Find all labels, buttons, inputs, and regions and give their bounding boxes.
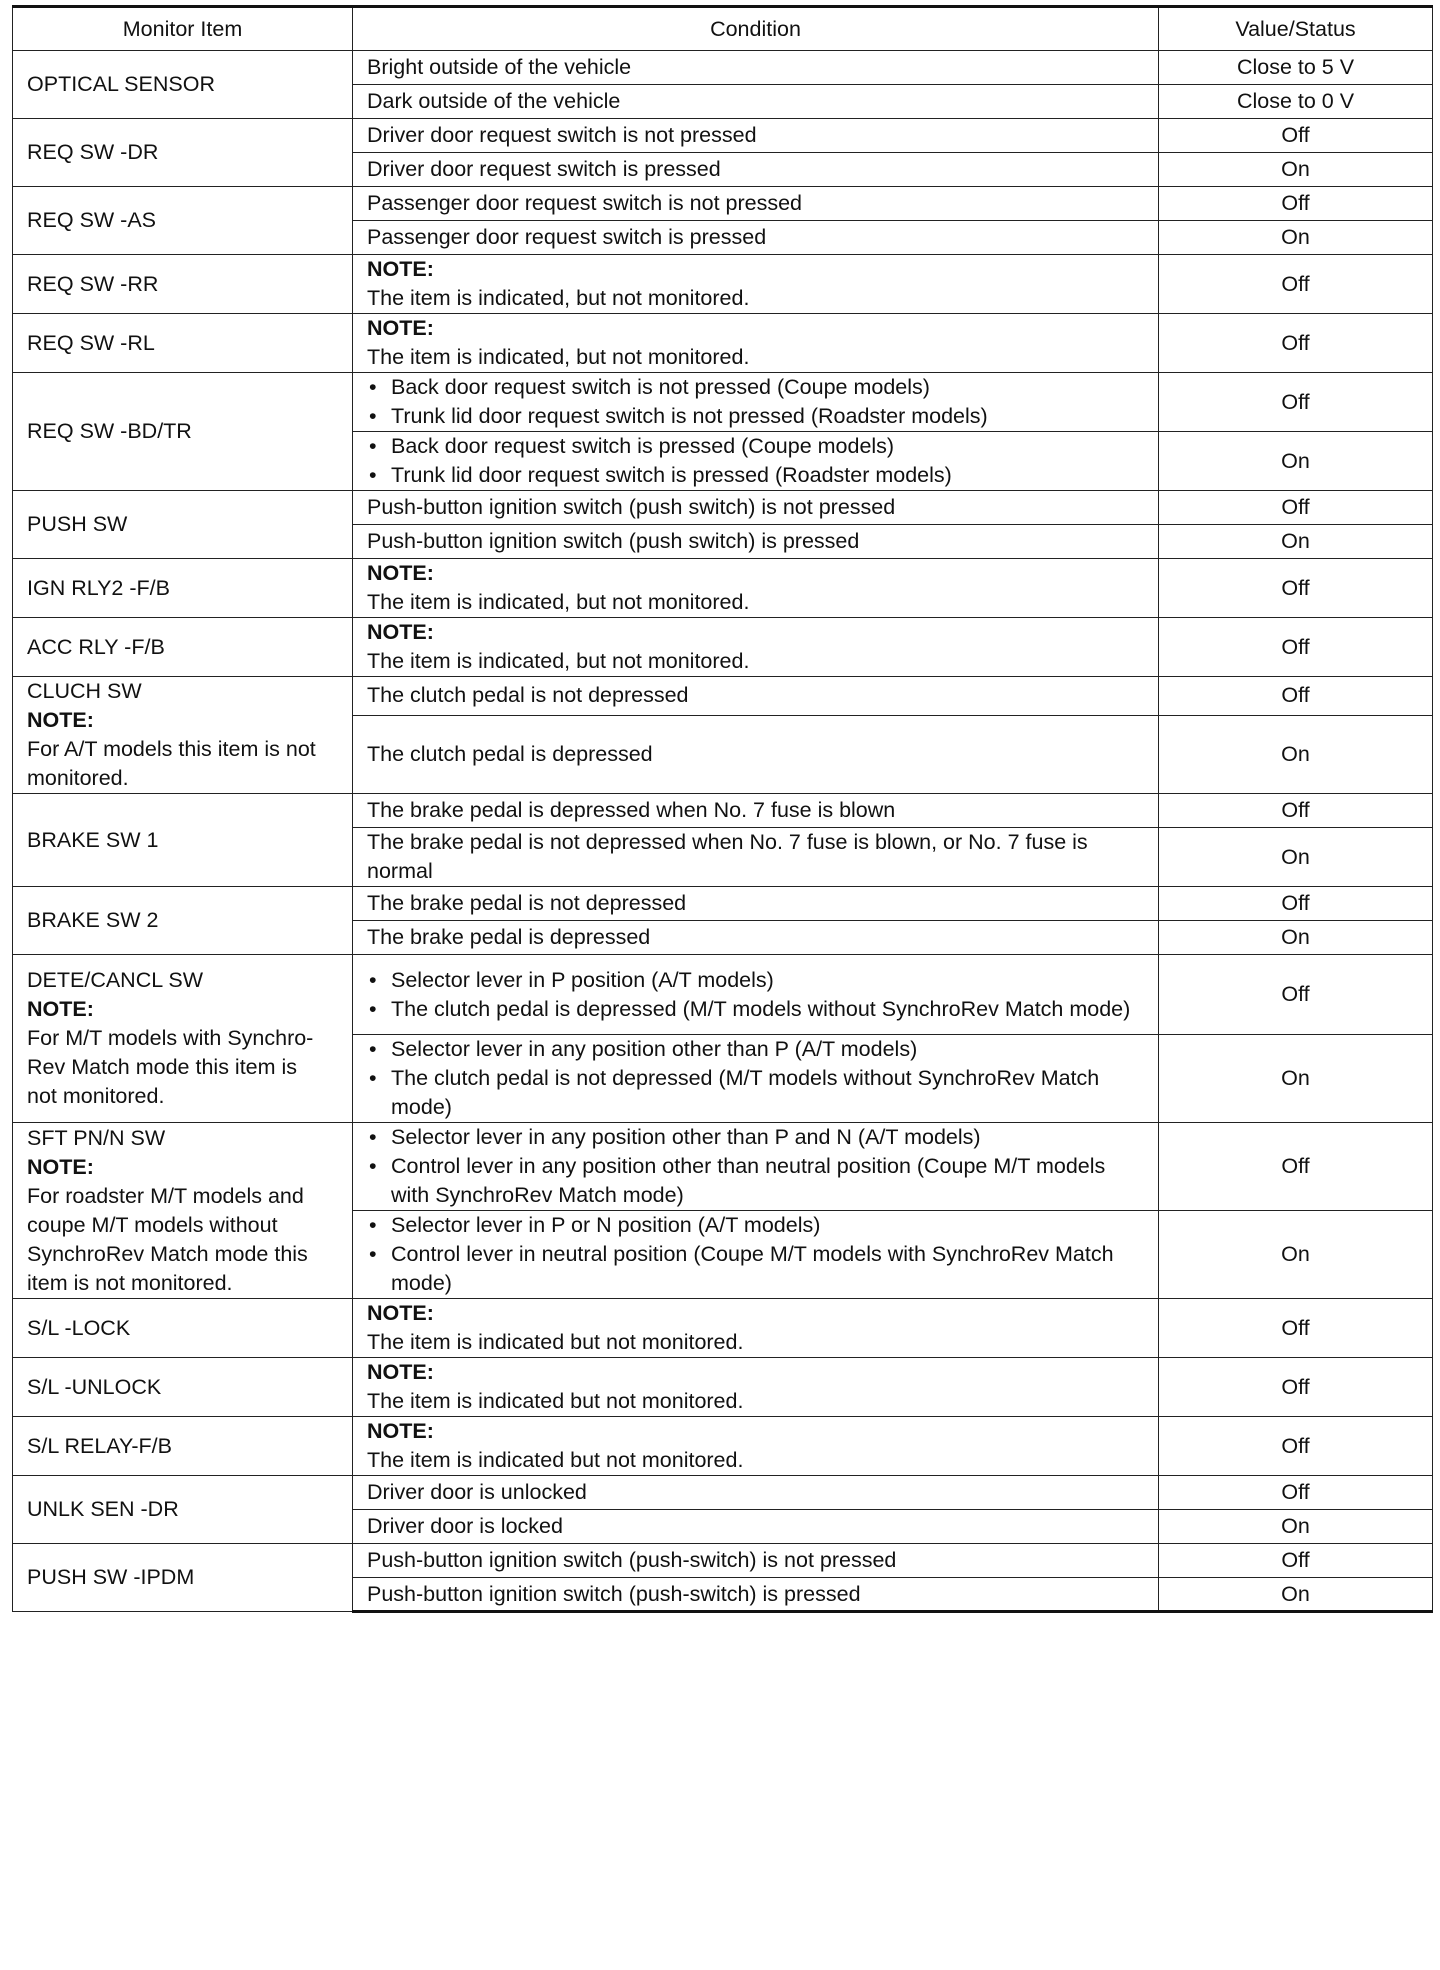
monitor-item-name: REQ SW -DR [27,140,159,164]
monitor-item-name: REQ SW -RR [27,271,159,296]
condition-cell [353,432,1159,491]
condition-cell [353,955,1159,1035]
condition-bullet-list [367,966,1144,1024]
condition-cell: Bright outside of the vehicle [353,51,1159,85]
value-status-cell: On [1159,525,1433,559]
condition-bullet-item: • Selector lever in P position (A/T models) [367,966,1144,995]
monitor-item-name: UNLK SEN -DR [27,1497,179,1521]
note-label: NOTE: [367,1360,434,1384]
value-status-cell: On [1159,432,1433,491]
table-row [13,955,1433,1035]
condition-cell: Dark outside of the vehicle [353,85,1159,119]
value-status-cell: Off [1159,491,1433,525]
condition-cell: The brake pedal is depressed when No. 7 fuse is blown [353,794,1159,828]
value-status-cell: Off [1159,677,1433,716]
condition-cell [353,1211,1159,1299]
condition-bullet-item: • Back door request switch is not pressed (Coupe models) [367,373,1144,402]
value-status-cell: Off [1159,314,1433,373]
header-condition: Condition [353,7,1159,51]
table-row [13,1358,1433,1417]
monitor-item-note-line: For A/T models this item is not [27,737,316,761]
condition-cell: Push-button ignition switch (push switch) is pressed [353,525,1159,559]
header-row [13,7,1433,51]
monitor-item-cell [13,1476,353,1544]
table-row [13,51,1433,85]
note-text: The item is indicated, but not monitored. [367,286,750,310]
table-row [13,887,1433,921]
value-status-cell: On [1159,153,1433,187]
monitor-item-name: S/L -LOCK [27,1315,131,1340]
value-status-cell: Close to 0 V [1159,85,1433,119]
value-status-cell: Off [1159,1476,1433,1510]
table-row [13,187,1433,221]
condition-cell [353,559,1159,618]
condition-cell [353,1358,1159,1417]
monitor-item-cell [13,559,353,618]
value-status-cell: On [1159,715,1433,793]
monitor-item-note-line: SynchroRev Match mode this [27,1241,308,1266]
condition-bullet-item: • Selector lever in any position other than P (A/T models) [367,1035,1144,1064]
monitor-item-name: BRAKE SW 2 [27,908,159,932]
monitor-item-cell [13,1123,353,1299]
monitor-item-note-line: not monitored. [27,1084,165,1108]
condition-cell: Driver door is locked [353,1510,1159,1544]
note-label: NOTE: [367,620,434,644]
condition-cell [353,1035,1159,1123]
monitor-item-cell [13,51,353,119]
value-status-cell: Close to 5 V [1159,51,1433,85]
monitor-item-cell [13,887,353,955]
condition-cell [353,1299,1159,1358]
condition-cell: Passenger door request switch is not pressed [353,187,1159,221]
monitor-item-cell [13,1417,353,1476]
note-text: The item is indicated, but not monitored. [367,345,750,369]
condition-bullet-item: • Selector lever in any position other than P and N (A/T models) [367,1123,1144,1152]
monitor-item-cell [13,1358,353,1417]
note-label: NOTE: [27,997,94,1021]
monitor-item-name: REQ SW -BD/TR [27,419,192,443]
value-status-cell: Off [1159,255,1433,314]
monitor-item-cell [13,1544,353,1612]
condition-cell: Push-button ignition switch (push switch) is not pressed [353,491,1159,525]
note-label: NOTE: [367,257,434,281]
value-status-cell: Off [1159,887,1433,921]
condition-cell: The brake pedal is depressed [353,921,1159,955]
value-status-cell: Off [1159,1358,1433,1417]
condition-cell: The clutch pedal is depressed [353,715,1159,793]
condition-cell: The brake pedal is not depressed [353,887,1159,921]
monitor-item-cell [13,677,353,794]
condition-cell [353,618,1159,677]
value-status-cell: Off [1159,373,1433,432]
condition-bullet-item: • Back door request switch is pressed (Coupe models) [367,432,1144,461]
table-row [13,1476,1433,1510]
header-value-status: Value/Status [1159,7,1433,51]
condition-bullet-item: • Trunk lid door request switch is pressed (Roadster models) [367,461,1144,490]
monitor-table-container [12,5,1432,1613]
condition-bullet-item: • Control lever in neutral position (Coupe M/T models with SynchroRev Match mode) [367,1240,1144,1298]
monitor-item-name: S/L -UNLOCK [27,1374,162,1399]
monitor-item-name: PUSH SW [27,512,128,536]
monitor-item-name: OPTICAL SENSOR [27,72,215,96]
monitor-item-name: CLUCH SW [27,679,142,703]
monitor-item-note-line: For roadster M/T models and [27,1183,304,1208]
condition-cell [353,373,1159,432]
condition-cell: Driver door request switch is not pressed [353,119,1159,153]
value-status-cell: Off [1159,119,1433,153]
note-label: NOTE: [367,1419,434,1443]
monitor-item-cell [13,1299,353,1358]
table-row [13,1123,1433,1211]
monitor-item-name: S/L RELAY-F/B [27,1433,172,1458]
table-row [13,677,1433,716]
value-status-cell: On [1159,221,1433,255]
note-text: The item is indicated but not monitored. [367,1448,744,1472]
note-label: NOTE: [367,316,434,340]
note-text: The item is indicated, but not monitored. [367,649,750,673]
monitor-item-cell [13,491,353,559]
condition-bullet-item: • The clutch pedal is depressed (M/T models without SynchroRev Match mode) [367,995,1144,1024]
value-status-cell: Off [1159,1299,1433,1358]
table-row [13,255,1433,314]
table-row [13,1299,1433,1358]
note-label: NOTE: [27,708,94,732]
value-status-cell: Off [1159,1417,1433,1476]
table-row [13,1417,1433,1476]
condition-cell [353,1123,1159,1211]
note-text: The item is indicated but not monitored. [367,1389,744,1413]
table-header [13,7,1433,51]
condition-bullet-item: • The clutch pedal is not depressed (M/T models without SynchroRev Match mode) [367,1064,1144,1122]
table-row [13,559,1433,618]
monitor-item-name: ACC RLY -F/B [27,634,165,659]
monitor-item-name: SFT PN/N SW [27,1125,166,1150]
value-status-cell: Off [1159,1544,1433,1578]
table-row [13,314,1433,373]
header-monitor-item: Monitor Item [13,7,353,51]
table-body [13,51,1433,1612]
monitor-item-name: REQ SW -AS [27,208,157,232]
value-status-cell: Off [1159,794,1433,828]
condition-bullet-list [367,373,1144,431]
value-status-cell: On [1159,1035,1433,1123]
monitor-item-name: BRAKE SW 1 [27,827,159,852]
condition-cell: Push-button ignition switch (push-switch) is not pressed [353,1544,1159,1578]
value-status-cell: Off [1159,618,1433,677]
condition-bullet-list [367,1035,1144,1122]
monitor-item-name: PUSH SW -IPDM [27,1565,195,1589]
table-row [13,794,1433,828]
condition-cell: Driver door request switch is pressed [353,153,1159,187]
condition-bullet-list [367,1123,1144,1210]
value-status-cell: Off [1159,955,1433,1035]
table-row [13,119,1433,153]
monitor-item-name: IGN RLY2 -F/B [27,575,170,600]
table-row [13,373,1433,432]
monitor-item-cell [13,373,353,491]
note-label: NOTE: [367,1301,434,1325]
note-label: NOTE: [27,1154,94,1179]
note-text: The item is indicated, but not monitored. [367,590,750,614]
monitor-item-note-line: monitored. [27,766,129,790]
monitor-item-cell [13,618,353,677]
condition-cell [353,255,1159,314]
condition-bullet-item: • Selector lever in P or N position (A/T models) [367,1211,1144,1240]
monitor-item-cell [13,794,353,887]
table-row [13,1544,1433,1578]
monitor-item-note-line: item is not monitored. [27,1270,233,1295]
value-status-cell: On [1159,1211,1433,1299]
condition-cell: The clutch pedal is not depressed [353,677,1159,716]
condition-bullet-item: • Trunk lid door request switch is not pressed (Roadster models) [367,402,1144,431]
condition-cell: The brake pedal is not depressed when No. 7 fuse is blown, or No. 7 fuse is normal [353,828,1159,887]
condition-cell: Passenger door request switch is pressed [353,221,1159,255]
monitor-item-cell [13,314,353,373]
value-status-cell: On [1159,921,1433,955]
value-status-cell: Off [1159,187,1433,221]
condition-cell: Driver door is unlocked [353,1476,1159,1510]
condition-bullet-list [367,432,1144,490]
monitor-item-cell [13,187,353,255]
condition-cell [353,1417,1159,1476]
value-status-cell: Off [1159,559,1433,618]
note-text: The item is indicated but not monitored. [367,1330,744,1354]
condition-cell: Push-button ignition switch (push-switch) is pressed [353,1578,1159,1612]
monitor-item-table [12,5,1433,1613]
monitor-item-note-line: Rev Match mode this item is [27,1055,298,1079]
value-status-cell: On [1159,1578,1433,1612]
table-row [13,491,1433,525]
monitor-item-note-line: coupe M/T models without [27,1212,278,1237]
condition-bullet-list [367,1211,1144,1298]
value-status-cell: On [1159,828,1433,887]
table-row [13,618,1433,677]
monitor-item-name: DETE/CANCL SW [27,968,203,992]
monitor-item-cell [13,119,353,187]
value-status-cell: On [1159,1510,1433,1544]
note-label: NOTE: [367,561,434,585]
value-status-cell: Off [1159,1123,1433,1211]
condition-bullet-item: • Control lever in any position other than neutral position (Coupe M/T models with SynchroRev Match mode) [367,1152,1144,1210]
monitor-item-note-line: For M/T models with Synchro- [27,1026,314,1050]
condition-cell [353,314,1159,373]
monitor-item-name: REQ SW -RL [27,330,155,355]
monitor-item-cell [13,255,353,314]
monitor-item-cell [13,955,353,1123]
